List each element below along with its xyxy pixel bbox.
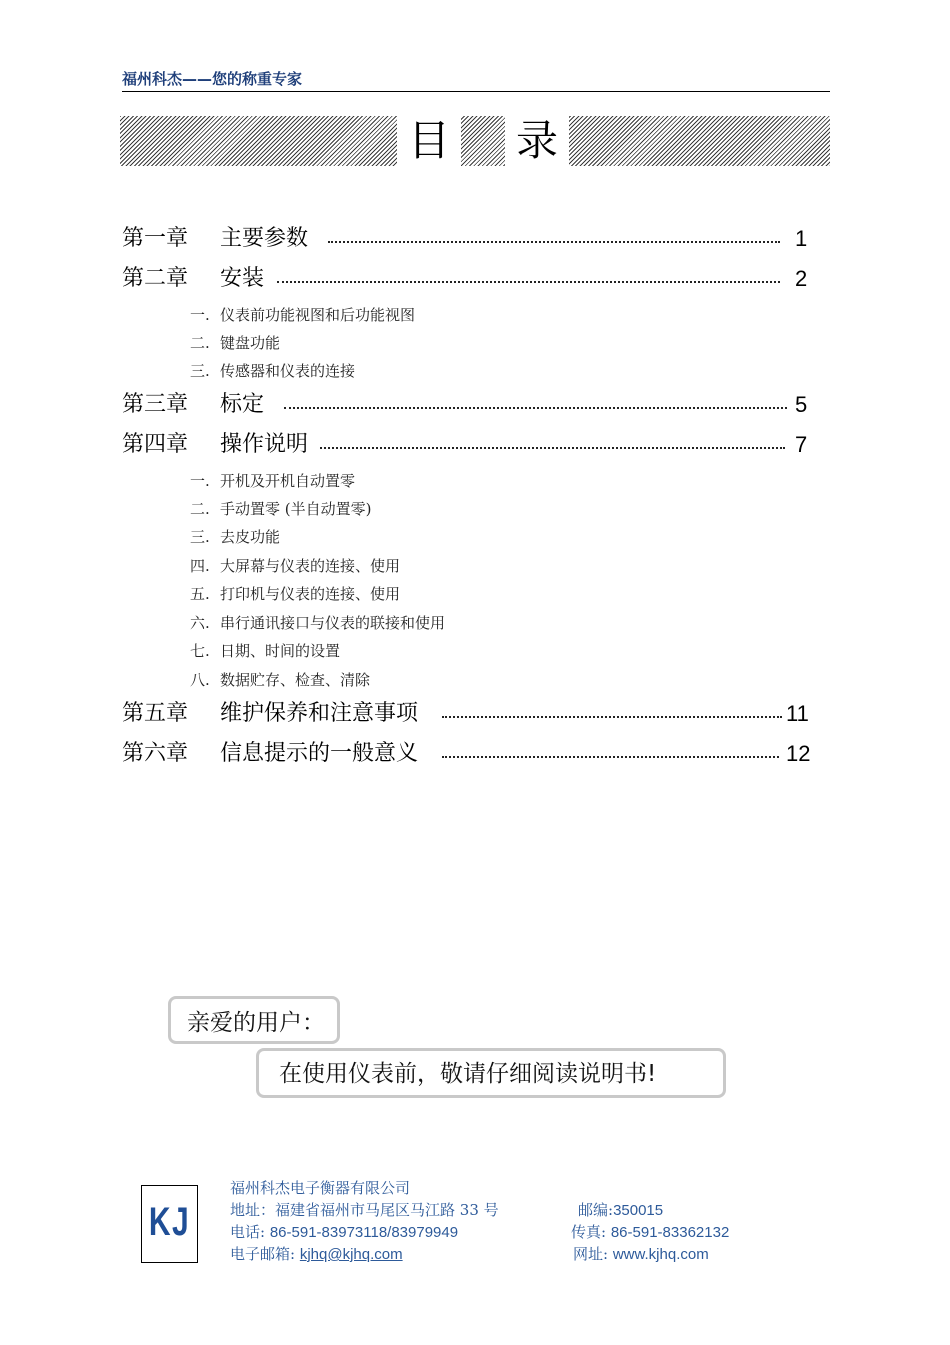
company-logo bbox=[141, 1185, 198, 1263]
address-label: 地址： bbox=[230, 1201, 276, 1219]
section-title: 传感器和仪表的连接 bbox=[220, 362, 356, 380]
email-label: 电子邮箱: bbox=[230, 1245, 296, 1263]
chapter-number: 第二章 bbox=[122, 266, 189, 291]
toc-chapter-1[interactable] bbox=[122, 224, 812, 254]
address-value: 福建省福州市马尾区马江路 33 号 bbox=[275, 1201, 499, 1219]
section-number: 三. bbox=[190, 528, 210, 546]
chapter-title: 信息提示的一般意义 bbox=[220, 739, 428, 769]
email-link[interactable]: kjhq@kjhq.com bbox=[299, 1246, 403, 1263]
section-number: 一. bbox=[190, 472, 210, 490]
chapter-page-number: 7 bbox=[795, 432, 808, 457]
fax-label: 传真: bbox=[571, 1223, 607, 1241]
toc-section[interactable] bbox=[190, 640, 340, 662]
section-title: 大屏幕与仪表的连接、使用 bbox=[220, 557, 401, 575]
toc-chapter-4[interactable] bbox=[122, 430, 812, 460]
phone-line bbox=[230, 1222, 458, 1243]
phone-label: 电话: bbox=[230, 1223, 266, 1241]
toc-section[interactable] bbox=[190, 669, 370, 691]
dot-leader bbox=[284, 407, 787, 409]
dot-leader bbox=[442, 756, 779, 758]
chapter-page-number: 2 bbox=[795, 266, 808, 291]
fax-value: 86-591-83362132 bbox=[610, 1224, 730, 1241]
section-number: 七. bbox=[190, 642, 210, 660]
toc-section[interactable] bbox=[190, 583, 400, 605]
dot-leader bbox=[297, 447, 785, 449]
section-number: 一. bbox=[190, 306, 210, 324]
section-title: 去皮功能 bbox=[220, 528, 281, 546]
toc-section[interactable] bbox=[190, 360, 355, 382]
section-number: 四. bbox=[190, 557, 210, 575]
chapter-title: 维护保养和注意事项 bbox=[220, 699, 428, 729]
dot-leader bbox=[328, 241, 780, 243]
chapter-number: 第六章 bbox=[122, 741, 189, 766]
section-title: 打印机与仪表的连接、使用 bbox=[220, 585, 401, 603]
toc-section[interactable] bbox=[190, 304, 415, 326]
chapter-number: 第四章 bbox=[122, 432, 189, 457]
postcode-line bbox=[578, 1200, 663, 1221]
chapter-title: 主要参数 bbox=[220, 224, 318, 254]
postcode-label: 邮编: bbox=[578, 1201, 614, 1219]
toc-title-char-1: 目 bbox=[397, 116, 461, 166]
postcode-value: 350015 bbox=[613, 1202, 664, 1219]
toc-chapter-2[interactable] bbox=[122, 264, 812, 294]
section-title: 键盘功能 bbox=[220, 334, 281, 352]
toc-chapter-5[interactable] bbox=[122, 699, 812, 729]
toc-chapter-3[interactable] bbox=[122, 390, 812, 420]
logo-text: KJ bbox=[148, 1200, 191, 1244]
section-title: 数据贮存、检查、清除 bbox=[220, 671, 371, 689]
section-number: 三. bbox=[190, 362, 210, 380]
toc-section[interactable] bbox=[190, 555, 400, 577]
chapter-number: 第五章 bbox=[122, 701, 189, 726]
toc-title-char-2: 录 bbox=[505, 116, 569, 166]
toc-section[interactable] bbox=[190, 470, 355, 492]
toc-section[interactable] bbox=[190, 332, 280, 354]
section-number: 二. bbox=[190, 334, 210, 352]
toc-chapter-6[interactable] bbox=[122, 739, 812, 769]
section-title: 开机及开机自动置零 bbox=[220, 472, 356, 490]
email-line bbox=[230, 1244, 403, 1265]
website-label: 网址: bbox=[573, 1245, 609, 1263]
section-number: 五. bbox=[190, 585, 210, 603]
toc-section[interactable] bbox=[190, 612, 445, 634]
toc-section[interactable] bbox=[190, 498, 371, 520]
fax-line bbox=[571, 1222, 729, 1243]
website-line bbox=[573, 1244, 709, 1265]
page-header: 福州科杰——您的称重专家 bbox=[122, 70, 303, 88]
chapter-title: 标定 bbox=[220, 390, 274, 420]
chapter-page-number: 11 bbox=[786, 701, 809, 726]
dot-leader bbox=[277, 281, 780, 283]
section-title: 手动置零 (半自动置零) bbox=[220, 500, 372, 518]
dot-leader bbox=[442, 716, 782, 718]
address-line bbox=[230, 1200, 499, 1220]
section-number: 六. bbox=[190, 614, 210, 632]
greeting-bubble: 亲爱的用户： bbox=[168, 996, 340, 1044]
website-value[interactable]: www.kjhq.com bbox=[612, 1246, 709, 1263]
chapter-page-number: 5 bbox=[795, 392, 808, 417]
chapter-page-number: 12 bbox=[786, 741, 811, 766]
phone-value: 86-591-83973118/83979949 bbox=[269, 1224, 459, 1241]
company-name: 福州科杰电子衡器有限公司 bbox=[230, 1179, 411, 1197]
section-number: 八. bbox=[190, 671, 210, 689]
header-rule bbox=[122, 91, 830, 92]
toc-section[interactable] bbox=[190, 526, 280, 548]
section-title: 日期、时间的设置 bbox=[220, 642, 341, 660]
section-title: 仪表前功能视图和后功能视图 bbox=[220, 306, 416, 324]
chapter-title: 操作说明 bbox=[220, 430, 318, 460]
chapter-page-number: 1 bbox=[795, 226, 808, 251]
chapter-number: 第三章 bbox=[122, 392, 189, 417]
read-manual-notice: 在使用仪表前，敬请仔细阅读说明书! bbox=[256, 1048, 726, 1098]
section-number: 二. bbox=[190, 500, 210, 518]
section-title: 串行通讯接口与仪表的联接和使用 bbox=[220, 614, 446, 632]
chapter-title: 安装 bbox=[220, 264, 274, 294]
chapter-number: 第一章 bbox=[122, 226, 189, 251]
toc-banner bbox=[120, 116, 830, 166]
